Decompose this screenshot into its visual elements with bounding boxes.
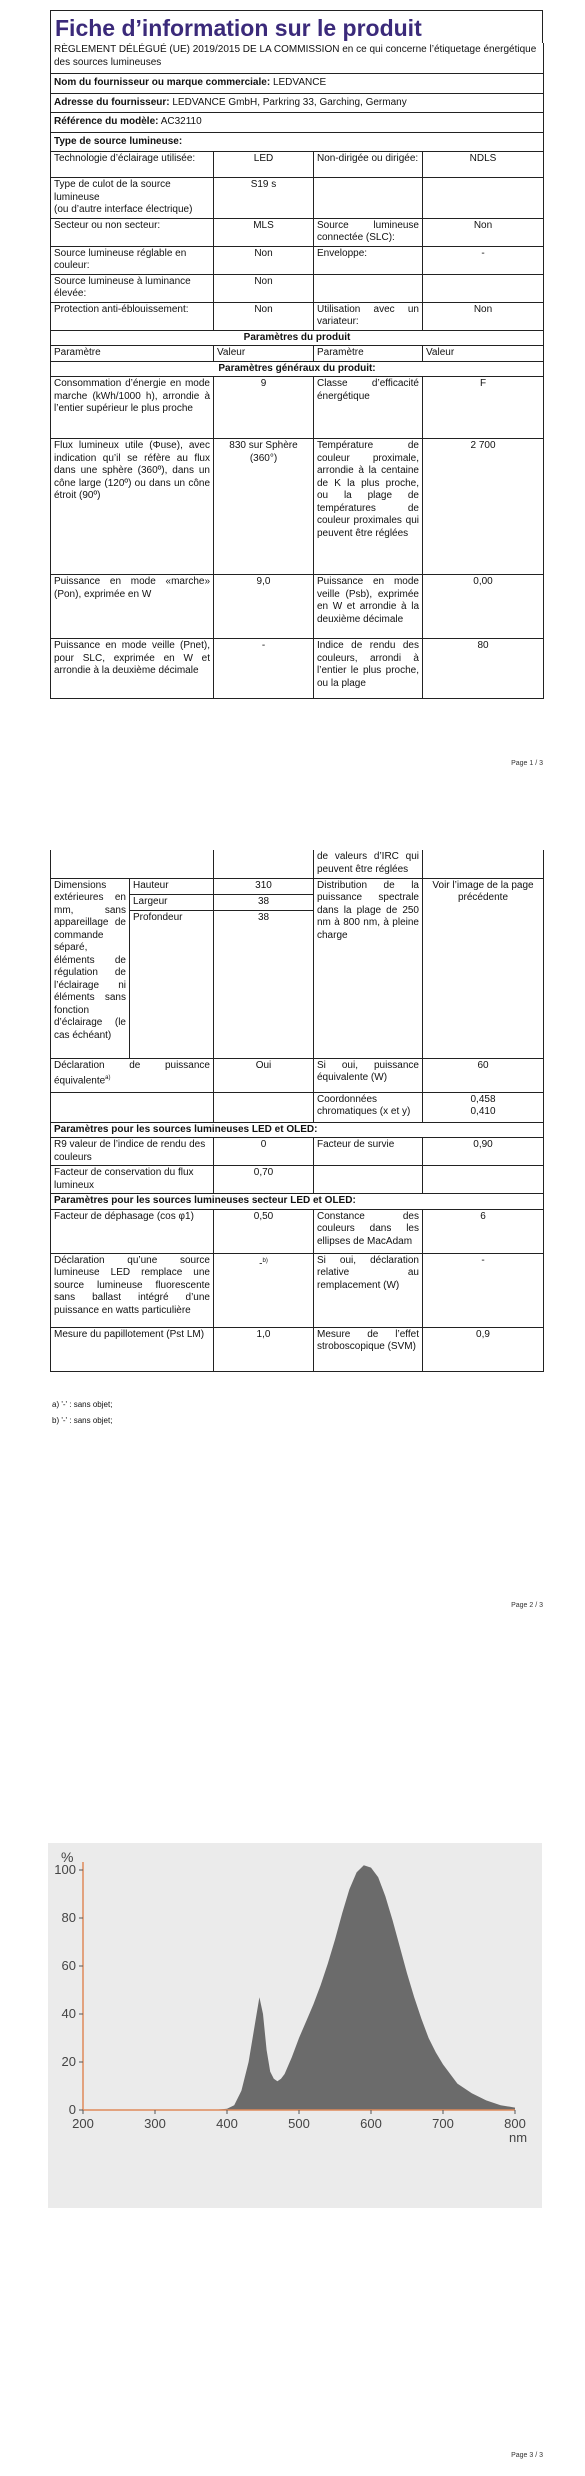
dimension-name: Hauteur (130, 878, 214, 894)
x-tick-label: 800 (504, 2116, 526, 2131)
type-value (423, 178, 544, 219)
chroma-value (423, 1092, 544, 1122)
x-axis-unit: nm (508, 2130, 528, 2145)
page-2 (0, 850, 585, 1650)
blank-cell (51, 850, 214, 878)
supplier-address-label: Adresse du fournisseur: (54, 96, 170, 108)
col-header-value: Valeur (423, 346, 544, 362)
supplier-name-value: LEDVANCE (272, 77, 327, 88)
type-value (423, 274, 544, 302)
general-value: - (214, 639, 314, 699)
supplier-address-row (51, 93, 544, 113)
chroma-x: 0,458 (470, 1093, 496, 1105)
type-param: Technologie d’éclairage utilisée: (51, 152, 214, 178)
type-value: Non (214, 246, 314, 274)
mains-param: Si oui, déclaration relative au remplacement (W) (314, 1253, 423, 1327)
page-number: Page 3 / 3 (511, 2452, 543, 2459)
type-value: Non (423, 218, 544, 246)
y-axis-unit: % (61, 1849, 74, 1865)
type-param: Source lumineuse connectée (SLC): (314, 218, 423, 246)
type-param: Enveloppe: (314, 246, 423, 274)
blank-cell (130, 926, 214, 1058)
source-type-heading: Type de source lumineuse: (51, 132, 544, 152)
col-header-param: Paramètre (314, 346, 423, 362)
general-param: Indice de rendu des couleurs, arrondi à l’entier le plus proche, ou la plage (314, 639, 423, 699)
mains-param: Déclaration qu’une source lumineuse LED remplace une source lumineuse fluorescente sans ballast intégré d’une puissance en watts particulière (51, 1253, 214, 1327)
x-tick-label: 700 (432, 2116, 454, 2131)
page-title: Fiche d’information sur le produit (50, 10, 543, 43)
dimension-name: Profondeur (130, 910, 214, 926)
mains-param: Facteur de déphasage (cos φ1) (51, 1209, 214, 1253)
general-param: Puissance en mode veille (Pnet), pour SLC, exprimée en W et arrondie à la deuxième décimale (51, 639, 214, 699)
supplier-address-value: LEDVANCE GmbH, Parkring 33, Garching, Germany (172, 96, 407, 108)
equivalent-label (51, 1058, 214, 1092)
general-param: Température de couleur proximale, arrondie à la centaine de K la plus proche, ou la plage de températures de couleur proximales qui peuvent être réglées (314, 439, 423, 575)
spd-value: Voir l’image de la page précédente (423, 878, 544, 1058)
general-param: Classe d’efficacité énergétique (314, 377, 423, 439)
led-params-heading: Paramètres pour les sources lumineuses LED et OLED: (51, 1122, 544, 1138)
general-param: Consommation d’énergie en mode marche (kWh/1000 h), arrondie à l’entier supérieur le plus proche (51, 377, 214, 439)
mains-value: 1,0 (214, 1327, 314, 1371)
general-value: F (423, 377, 544, 439)
general-params-heading: Paramètres généraux du produit: (51, 361, 544, 377)
general-param: Puissance en mode «marche» (Pon), exprimée en W (51, 575, 214, 639)
led-value: 0 (214, 1138, 314, 1166)
dimension-value: 38 (214, 894, 314, 910)
dimension-value: 310 (214, 878, 314, 894)
type-value: Non (423, 302, 544, 330)
x-tick-label: 200 (72, 2116, 94, 2131)
type-param: Source lumineuse à luminance élevée: (51, 274, 214, 302)
product-info-table-continued (50, 850, 544, 1372)
equivalent-power-value: 60 (423, 1058, 544, 1092)
supplier-name-label: Nom du fournisseur ou marque commerciale: (54, 77, 271, 88)
led-param: Facteur de survie (314, 1138, 423, 1166)
type-param (314, 274, 423, 302)
mains-value: 0,9 (423, 1327, 544, 1371)
dimension-name: Largeur (130, 894, 214, 910)
page-1 (0, 0, 585, 800)
y-tick-label: 40 (61, 2006, 76, 2021)
mains-value-text: - (259, 1257, 263, 1269)
mains-value: 6 (423, 1209, 544, 1253)
type-param: Type de culot de la source lumineuse (ou d’autre interface électrique) (51, 178, 214, 219)
cri-continuation: de valeurs d’IRC qui peuvent être réglées (314, 850, 423, 878)
supplier-name-row (51, 74, 544, 94)
mains-value (214, 1253, 314, 1327)
led-value (423, 1166, 544, 1194)
mains-params-heading: Paramètres pour les sources lumineuses secteur LED et OLED: (51, 1194, 544, 1210)
general-value: 0,00 (423, 575, 544, 639)
chroma-y: 0,410 (470, 1106, 496, 1117)
mains-param: Mesure de l’effet stroboscopique (SVM) (314, 1327, 423, 1371)
general-value: 9,0 (214, 575, 314, 639)
type-value: S19 s (214, 178, 314, 219)
general-value: 2 700 (423, 439, 544, 575)
mains-param: Constance des couleurs dans les ellipses de MacAdam (314, 1209, 423, 1253)
type-value: Non (214, 302, 314, 330)
y-tick-label: 60 (61, 1958, 76, 1973)
model-reference-value: AC32110 (160, 116, 202, 127)
blank-cell (214, 850, 314, 878)
dimensions-label: Dimensions extérieures en mm, sans appareillage de commande séparé, éléments de régulation de l’éclairage ni éléments sans fonction d’éclairage (le cas échéant) (51, 878, 130, 1058)
footnote-ref: b) (262, 1257, 268, 1264)
equivalent-label-text: Déclaration de puissance équivalente (54, 1059, 210, 1087)
page-number: Page 1 / 3 (511, 760, 543, 767)
led-value: 0,90 (423, 1138, 544, 1166)
product-params-heading: Paramètres du produit (51, 330, 544, 346)
type-param: Protection anti-éblouissement: (51, 302, 214, 330)
y-tick-label: 20 (61, 2054, 76, 2069)
spectral-chart-svg (48, 1843, 542, 2208)
blank-cell (423, 850, 544, 878)
blank-cell (214, 1092, 314, 1122)
model-reference-row (51, 113, 544, 133)
equivalent-power-label: Si oui, puissance équivalente (W) (314, 1058, 423, 1092)
type-param: Secteur ou non secteur: (51, 218, 214, 246)
led-param (314, 1166, 423, 1194)
mains-value: 0,50 (214, 1209, 314, 1253)
equivalent-value: Oui (214, 1058, 314, 1092)
type-value: LED (214, 152, 314, 178)
regulation-text: RÈGLEMENT DÉLÉGUÉ (UE) 2019/2015 DE LA COMMISSION en ce qui concerne l’étiquetage énergétique des sources lumineuses (51, 43, 544, 74)
chroma-label: Coordonnées chromatiques (x et y) (314, 1092, 423, 1122)
led-param: R9 valeur de l’indice de rendu des couleurs (51, 1138, 214, 1166)
blank-cell (214, 926, 314, 1058)
x-tick-label: 300 (144, 2116, 166, 2131)
type-param: Source lumineuse réglable en couleur: (51, 246, 214, 274)
y-tick-label: 100 (54, 1862, 76, 1877)
product-info-table (50, 43, 544, 699)
spd-label: Distribution de la puissance spectrale dans la plage de 250 nm à 800 nm, à pleine charge (314, 878, 423, 1058)
led-value: 0,70 (214, 1166, 314, 1194)
footnote-ref: a) (105, 1075, 111, 1081)
type-value: MLS (214, 218, 314, 246)
x-tick-label: 400 (216, 2116, 238, 2131)
y-tick-label: 80 (61, 1910, 76, 1925)
type-value: - (423, 246, 544, 274)
type-param (314, 178, 423, 219)
general-value: 830 sur Sphère (360°) (214, 439, 314, 575)
blank-cell (51, 1092, 214, 1122)
spectrum-area (213, 1865, 515, 2110)
general-param: Puissance en mode veille (Psb), exprimée en W et arrondie à la deuxième décimale (314, 575, 423, 639)
mains-value: - (423, 1253, 544, 1327)
general-value: 9 (214, 377, 314, 439)
model-reference-label: Référence du modèle: (54, 116, 159, 127)
col-header-param: Paramètre (51, 346, 214, 362)
page-number: Page 2 / 3 (511, 1602, 543, 1609)
col-header-value: Valeur (214, 346, 314, 362)
mains-param: Mesure du papillotement (Pst LM) (51, 1327, 214, 1371)
x-tick-label: 500 (288, 2116, 310, 2131)
type-param: Non-dirigée ou dirigée: (314, 152, 423, 178)
type-param: Utilisation avec un variateur: (314, 302, 423, 330)
x-tick-label: 600 (360, 2116, 382, 2131)
spectral-distribution-chart (48, 1843, 542, 2208)
general-value: 80 (423, 639, 544, 699)
footnote-b: b) '-' : sans objet; (52, 1416, 113, 1425)
general-param: Flux lumineux utile (Φuse), avec indication qu’il se réfère au flux dans une sphère (360º), dans un cône large (120º) ou dans un cône étroit (90º) (51, 439, 214, 575)
type-value: Non (214, 274, 314, 302)
type-value: NDLS (423, 152, 544, 178)
footnote-a: a) '-' : sans objet; (52, 1400, 113, 1409)
y-tick-label: 0 (68, 2102, 76, 2117)
dimension-value: 38 (214, 910, 314, 926)
led-param: Facteur de conservation du flux lumineux (51, 1166, 214, 1194)
